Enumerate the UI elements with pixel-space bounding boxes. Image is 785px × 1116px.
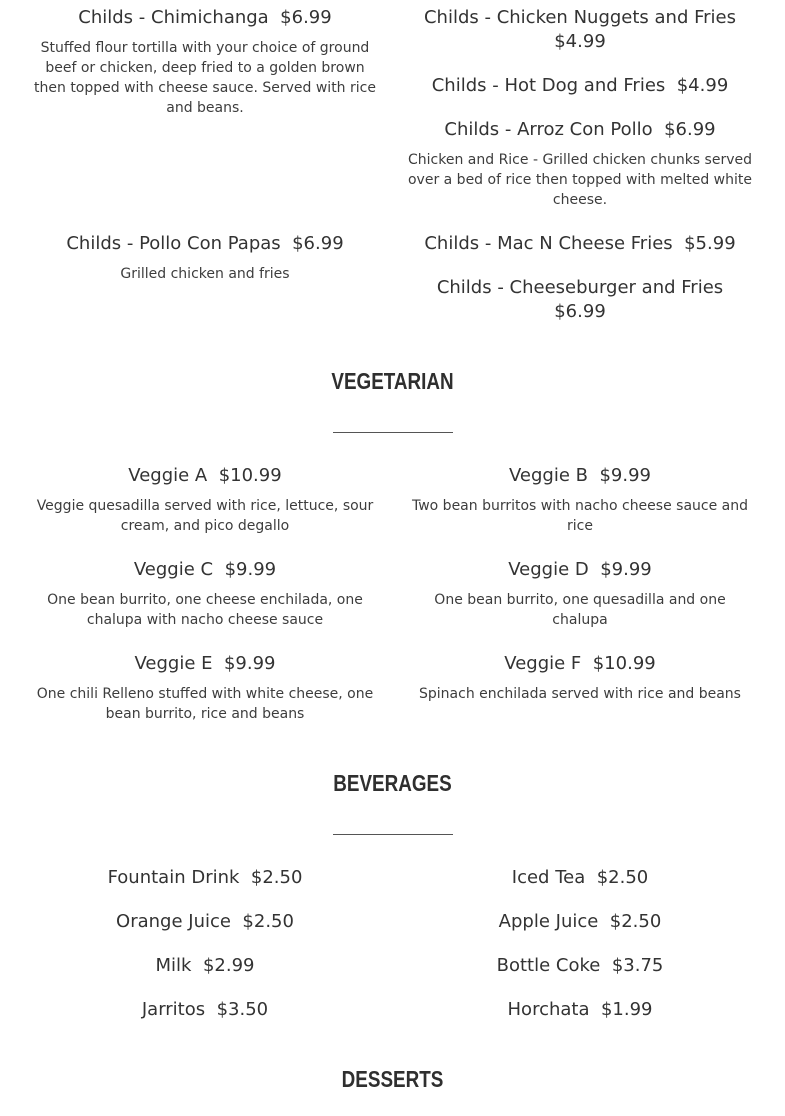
- menu-item-jarritos: [30, 998, 380, 1022]
- item-price: $5.99: [684, 233, 736, 254]
- menu-item-horchata: [405, 998, 755, 1022]
- menu-item-veggie-b: [405, 464, 755, 536]
- section-title-vegetarian: VEGETARIAN: [331, 368, 454, 394]
- item-name: Childs - Chicken Nuggets and Fries $4.99: [423, 7, 737, 52]
- item-description: Stuffed flour tortilla with your choice of ground beef or chicken, deep fried to a golden brown then topped with cheese sauce. Served with rice and beans.: [34, 40, 376, 116]
- item-description: One bean burrito, one quesadilla and one chalupa: [434, 592, 726, 628]
- item-name: Childs - Hot Dog and Fries $4.99: [431, 75, 729, 96]
- item-description: Two bean burritos with nacho cheese sauce and rice: [411, 498, 748, 534]
- item-name: Veggie D $9.99: [508, 559, 652, 580]
- item-name: Jarritos $3.50: [141, 999, 269, 1020]
- item-name: Fountain Drink $2.50: [107, 867, 303, 888]
- item-name: Childs - Mac N Cheese Fries $5.99: [424, 233, 736, 254]
- menu-item-veggie-c: [30, 558, 380, 630]
- item-price: $10.99: [218, 465, 282, 486]
- item-name: Childs - Chimichanga $6.99: [78, 7, 332, 28]
- item-price: $6.99: [554, 301, 606, 322]
- item-price: $2.50: [242, 911, 294, 932]
- menu-item-childs-pollo-con-papas: [30, 232, 380, 284]
- item-name: Veggie B $9.99: [509, 465, 651, 486]
- menu-item-veggie-d: [405, 558, 755, 630]
- item-description: Veggie quesadilla served with rice, lettuce, sour cream, and pico degallo: [36, 498, 374, 534]
- item-price: $9.99: [599, 465, 651, 486]
- item-description: Grilled chicken and fries: [120, 266, 290, 282]
- item-price: $2.50: [250, 867, 303, 888]
- item-description: Spinach enchilada served with rice and beans: [419, 686, 741, 702]
- section-divider: [333, 432, 453, 433]
- item-price: $9.99: [224, 559, 277, 580]
- item-price: $4.99: [554, 31, 606, 52]
- item-price: $6.99: [664, 119, 716, 140]
- item-price: $3.75: [611, 955, 664, 976]
- item-name: Childs - Pollo Con Papas $6.99: [66, 233, 344, 254]
- item-price: $4.99: [676, 75, 729, 96]
- item-name: Childs - Cheeseburger and Fries $6.99: [436, 277, 724, 322]
- item-price: $3.50: [216, 999, 269, 1020]
- item-name: Bottle Coke $3.75: [496, 955, 664, 976]
- menu-item-iced-tea: [405, 866, 755, 890]
- item-price: $2.50: [609, 911, 662, 932]
- section-title-beverages: BEVERAGES: [333, 770, 452, 796]
- section-divider: [333, 834, 453, 835]
- menu-item-veggie-a: [30, 464, 380, 536]
- item-name: Veggie C $9.99: [133, 559, 277, 580]
- item-price: $2.99: [202, 955, 255, 976]
- item-name: Veggie A $10.99: [128, 465, 282, 486]
- menu-item-childs-chicken-nuggets: [405, 6, 755, 54]
- menu-item-fountain-drink: [30, 866, 380, 890]
- menu-item-childs-chimichanga: [30, 6, 380, 118]
- menu-item-orange-juice: [30, 910, 380, 934]
- item-price: $1.99: [600, 999, 653, 1020]
- item-name: Veggie E $9.99: [134, 653, 276, 674]
- item-name: Horchata $1.99: [507, 999, 653, 1020]
- item-name: Apple Juice $2.50: [498, 911, 662, 932]
- menu-item-apple-juice: [405, 910, 755, 934]
- item-name: Veggie F $10.99: [504, 653, 656, 674]
- menu-item-veggie-e: [30, 652, 380, 724]
- item-name: Iced Tea $2.50: [511, 867, 649, 888]
- menu-item-childs-cheeseburger: [405, 276, 755, 324]
- item-name: Orange Juice $2.50: [116, 911, 294, 932]
- item-price: $6.99: [280, 7, 332, 28]
- item-price: $9.99: [600, 559, 652, 580]
- item-price: $6.99: [292, 233, 344, 254]
- item-description: Chicken and Rice - Grilled chicken chunks served over a bed of rice then topped with melted white cheese.: [407, 152, 752, 208]
- item-description: One bean burrito, one cheese enchilada, one chalupa with nacho cheese sauce: [47, 592, 363, 628]
- menu-item-bottle-coke: [405, 954, 755, 978]
- menu-item-childs-arroz-con-pollo: [405, 118, 755, 210]
- item-price: $10.99: [592, 653, 656, 674]
- item-price: $9.99: [223, 653, 276, 674]
- section-title-desserts: DESSERTS: [341, 1066, 444, 1092]
- item-name: Childs - Arroz Con Pollo $6.99: [444, 119, 716, 140]
- menu-item-childs-mac-n-cheese: [405, 232, 755, 256]
- menu-item-milk: [30, 954, 380, 978]
- menu-item-childs-hot-dog: [405, 74, 755, 98]
- item-price: $2.50: [596, 867, 649, 888]
- item-description: One chili Relleno stuffed with white cheese, one bean burrito, rice and beans: [36, 686, 374, 722]
- menu-item-veggie-f: [405, 652, 755, 704]
- item-name: Milk $2.99: [155, 955, 255, 976]
